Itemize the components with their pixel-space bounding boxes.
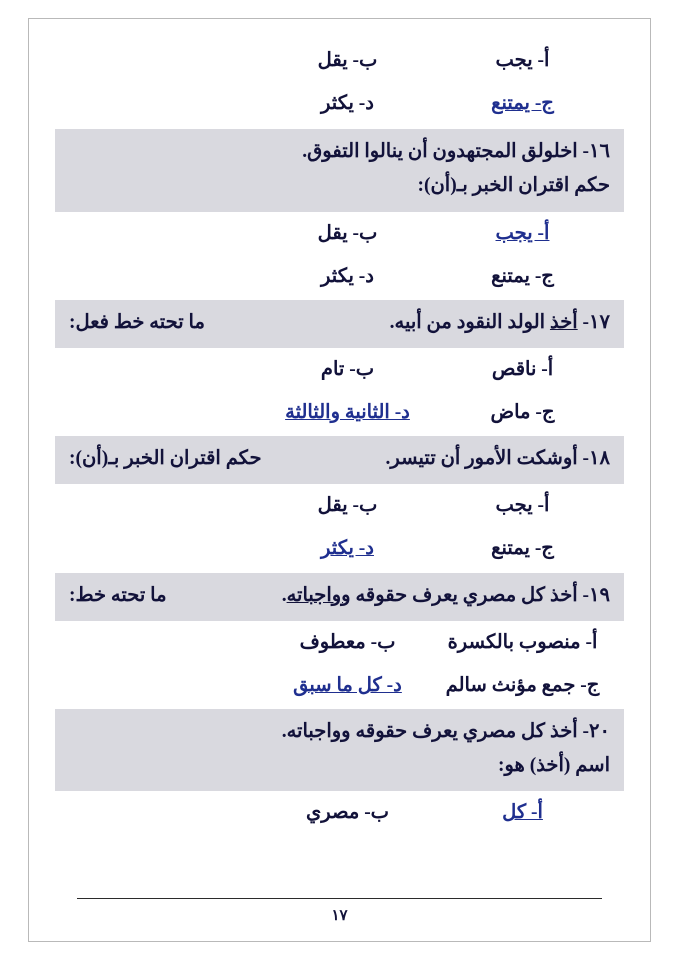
question-stem-16: [55, 129, 624, 211]
footer-divider: [77, 898, 602, 899]
option-b[interactable]: ب- يقل: [317, 222, 378, 244]
page-sheet: [37, 27, 642, 933]
option-a[interactable]: أ- يجب: [495, 50, 550, 71]
option-d[interactable]: د- يكثر: [321, 93, 374, 115]
stem-sentence: ١٨- أوشكت الأمور أن تتيسر.: [385, 448, 610, 470]
option-d-answer[interactable]: د- الثانية والثالثة: [285, 402, 410, 424]
option-row: [55, 255, 624, 298]
option-c[interactable]: ج- يمتنع: [491, 265, 554, 287]
option-c-answer[interactable]: ج- يمتنع: [491, 93, 554, 115]
options-block: [55, 791, 624, 834]
option-row: [55, 664, 624, 707]
stem-instruction: ما تحته خط فعل:: [69, 311, 205, 333]
option-a[interactable]: أ- منصوب بالكسرة: [447, 631, 598, 653]
options-block: [55, 39, 624, 125]
question-stem-18: [55, 436, 624, 484]
stem-line: اسم (أخذ) هو:: [497, 755, 610, 777]
page-number: ١٧: [331, 908, 348, 924]
exam-content: [37, 27, 642, 834]
option-row: [55, 212, 624, 255]
question-stem-17: [55, 300, 624, 348]
option-row: [55, 484, 624, 527]
options-block: [55, 484, 624, 570]
option-a[interactable]: أ- يجب: [495, 495, 550, 517]
stem-instruction: ما تحته خط:: [69, 584, 167, 606]
option-row: [55, 39, 624, 82]
option-row: [55, 348, 624, 391]
option-c[interactable]: ج- يمتنع: [491, 538, 554, 560]
option-c[interactable]: ج- جمع مؤنث سالم: [445, 674, 600, 696]
option-c[interactable]: ج- ماض: [490, 402, 555, 424]
option-d[interactable]: د- يكثر: [321, 265, 374, 287]
question-stem-20: [55, 709, 624, 791]
option-b[interactable]: ب- معطوف: [299, 631, 396, 653]
stem-sentence: ١٧- أخذ الولد النقود من أبيه.: [389, 311, 610, 333]
option-d-answer[interactable]: د- كل ما سبق: [293, 674, 402, 696]
option-row: [55, 527, 624, 570]
option-a-answer[interactable]: أ- كل: [502, 802, 543, 824]
option-row: [55, 621, 624, 664]
document-page: [28, 18, 651, 942]
stem-line: حكم اقتران الخبر بـ(أن):: [417, 175, 610, 197]
option-a[interactable]: أ- ناقص: [491, 358, 554, 380]
option-b[interactable]: ب- يقل: [317, 495, 378, 517]
option-row: [55, 391, 624, 434]
stem-instruction: حكم اقتران الخبر بـ(أن):: [69, 448, 262, 470]
options-block: [55, 621, 624, 707]
stem-line: ٢٠- أخذ كل مصري يعرف حقوقه وواجباته.: [281, 721, 610, 743]
option-row: [55, 82, 624, 125]
stem-line: ١٦- اخلولق المجتهدون أن ينالوا التفوق.: [302, 141, 610, 163]
option-d-answer[interactable]: د- يكثر: [321, 538, 374, 560]
option-a-answer[interactable]: أ- يجب: [495, 222, 550, 244]
stem-sentence: ١٩- أخذ كل مصري يعرف حقوقه وواجباته.: [281, 584, 610, 606]
option-b[interactable]: ب- تام: [320, 358, 375, 380]
options-block: [55, 212, 624, 298]
option-b[interactable]: ب- مصري: [305, 802, 390, 824]
option-row: [55, 791, 624, 834]
option-b[interactable]: ب- يقل: [317, 50, 378, 71]
question-stem-19: [55, 573, 624, 621]
options-block: [55, 348, 624, 434]
